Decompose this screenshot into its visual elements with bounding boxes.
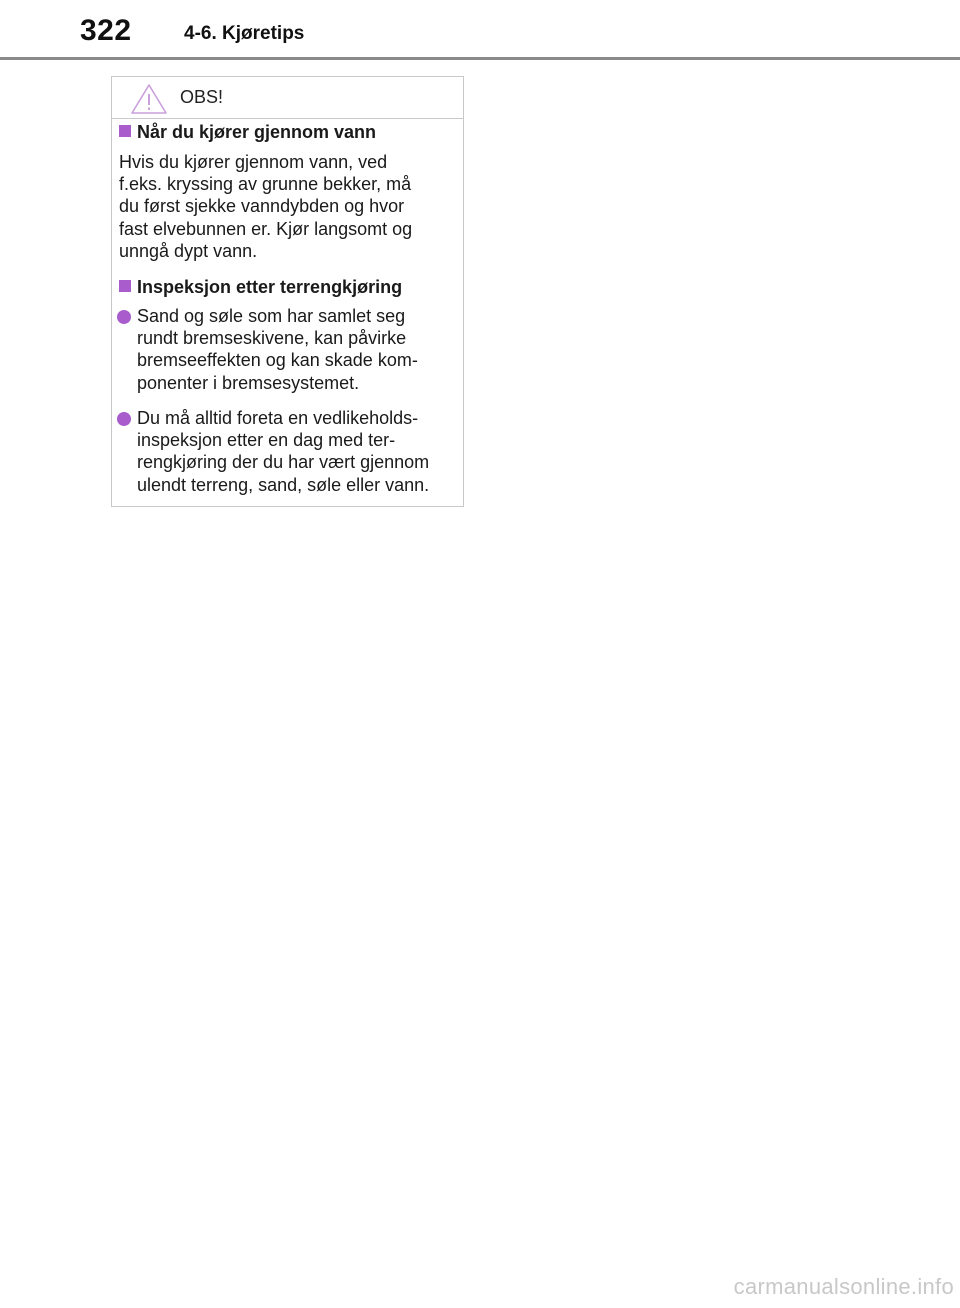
page-header [0, 0, 960, 60]
paragraph-line: du først sjekke vanndybden og hvor [119, 196, 405, 217]
page-number: 322 [80, 14, 132, 47]
paragraph-line: fast elvebunnen er. Kjør langsomt og [119, 218, 413, 239]
section-heading-inspection [119, 277, 402, 298]
watermark: carmanualsonline.info [733, 1274, 954, 1299]
round-bullet-icon [117, 412, 131, 426]
list-item-line: rundt bremseskivene, kan påvirke [137, 328, 407, 349]
list-item-line: Sand og søle som har samlet seg [137, 306, 406, 326]
list-item-line: ulendt terreng, sand, søle eller vann. [137, 474, 430, 495]
list-item-line: inspeksjon etter en dag med ter- [137, 430, 396, 451]
list-item-line: Du må alltid foreta en vedlikeholds- [137, 408, 419, 428]
section-heading-water [119, 122, 376, 143]
paragraph-line: unngå dypt vann. [119, 240, 258, 261]
caution-box [111, 76, 464, 507]
list-item-line: rengkjøring der du har vært gjennom [137, 452, 430, 473]
header-divider [0, 57, 960, 60]
list-item-line: bremseeffekten og kan skade kom- [137, 350, 418, 371]
round-bullet-icon [117, 310, 131, 324]
caution-header [112, 77, 463, 119]
section-heading-text: Når du kjører gjennom vann [137, 122, 377, 142]
warning-triangle-icon [130, 83, 168, 115]
section-title: 4-6. Kjøretips [184, 23, 305, 44]
list-item [137, 305, 462, 394]
list-item [137, 407, 462, 496]
paragraph-line: Hvis du kjører gjennom vann, ved [119, 152, 388, 172]
list-item-line: ponenter i bremsesystemet. [137, 372, 360, 393]
caution-label: OBS! [180, 87, 224, 107]
paragraph-line: f.eks. kryssing av grunne bekker, må [119, 174, 412, 195]
water-paragraph [119, 151, 459, 262]
square-bullet-icon [119, 125, 131, 137]
section-heading-text: Inspeksjon etter terrengkjøring [137, 277, 403, 297]
square-bullet-icon [119, 280, 131, 292]
